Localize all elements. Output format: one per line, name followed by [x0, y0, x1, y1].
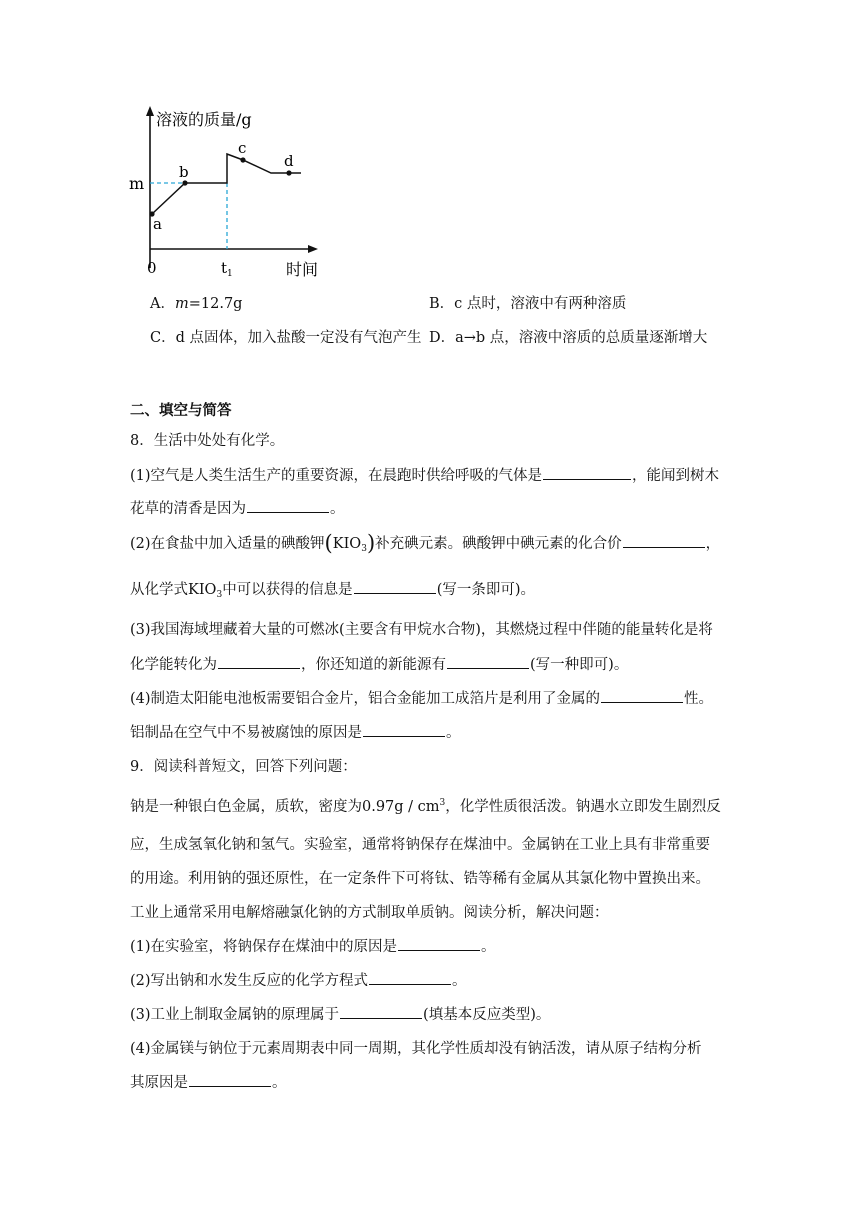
q8-p4-end: 。 [446, 725, 461, 742]
q9-stem: 9．阅读科普短文，回答下列问题： [130, 759, 357, 775]
option-a-prefix: A． [150, 296, 175, 312]
q8-p1-text3: 花草的清香是因为 [130, 501, 246, 518]
q8-p1-text2: ，能闻到树木 [632, 468, 720, 485]
q8-p2-text4: 中可以获得的信息是 [222, 582, 353, 599]
mass-time-chart [120, 100, 340, 285]
formula-subscript: 3 [361, 544, 367, 554]
option-d: D．a→b 点，溶液中溶质的总质量逐渐增大 [429, 330, 708, 346]
q8-p2-text: (2)在食盐中加入适量的碘酸钾 [130, 536, 325, 552]
answer-blank[interactable] [543, 464, 631, 480]
q9-q2-text: (2)写出钠和水发生反应的化学方程式 [130, 973, 369, 990]
q9-q1-text: (1)在实验室，将钠保存在煤油中的原因是 [130, 939, 398, 956]
y-axis-label: 溶液的质量/g [156, 110, 252, 129]
answer-blank[interactable] [340, 1003, 422, 1019]
q8-p3-text: 化学能转化为 [130, 657, 217, 674]
q9-part2 [130, 969, 467, 990]
q9-q3-text: (3)工业上制取金属钠的原理属于 [130, 1007, 340, 1024]
answer-blank[interactable] [363, 721, 445, 737]
option-a-var: m [174, 296, 189, 312]
q9-passage-text2: ，化学性质很活泼。钠遇水立即发生剧烈反 [445, 799, 721, 815]
q8-part4-line2 [130, 721, 461, 742]
answer-blank[interactable] [369, 969, 451, 985]
answer-blank[interactable] [218, 653, 300, 669]
q8-p4-text3: 铝制品在空气中不易被腐蚀的原因是 [130, 725, 362, 742]
q9-passage-line4: 工业上通常采用电解熔融氯化钠的方式制取单质钠。阅读分析，解决问题： [130, 905, 609, 921]
q8-p2-text5: (写一条即可)。 [436, 582, 536, 599]
q8-p4-text2: 性。 [684, 691, 714, 708]
q9-q3-text2: (填基本反应类型)。 [423, 1007, 551, 1024]
q9-part4-line2 [130, 1071, 287, 1092]
q8-part1-line2 [130, 497, 345, 518]
q9-part4-line1: (4)金属镁与钠位于元素周期表中同一周期，其化学性质却没有钠活泼，请从原子结构分析 [130, 1041, 702, 1057]
q8-p2-text2: 补充碘元素。碘酸钾中碘元素的化合价 [375, 536, 622, 552]
formula-subscript: 3 [216, 590, 223, 601]
x-axis-arrow [308, 245, 318, 253]
m-label: m [129, 174, 145, 193]
section-title: 二、填空与简答 [130, 402, 232, 419]
point-c [240, 157, 245, 162]
t1-label: $t_1$ [221, 259, 233, 279]
q8-part2-line2 [130, 578, 535, 600]
answer-blank[interactable] [354, 578, 436, 594]
q9-passage-line2: 应，生成氢氧化钠和氢气。实验室，通常将钠保存在煤油中。金属钠在工业上具有非常重要 [130, 837, 710, 853]
x-axis-label: 时间 [286, 260, 319, 279]
q8-part1-line1 [130, 464, 719, 485]
q8-p2-comma: ， [705, 536, 721, 552]
formula-kio3: KIO [188, 582, 217, 599]
formula-kio3: KIO [332, 536, 362, 552]
q9-q1-end: 。 [481, 939, 496, 956]
q9-part1 [130, 935, 496, 956]
point-b-label: b [179, 163, 189, 181]
q9-passage-text: 钠是一种银白色金属，质软，密度为 [130, 799, 362, 815]
q8-p1-text: (1)空气是人类生活生产的重要资源，在晨跑时供给呼吸的气体是 [130, 468, 543, 485]
q8-stem: 8．生活中处处有化学。 [130, 433, 285, 449]
q8-p2-text3: 从化学式 [130, 582, 188, 599]
point-c-label: c [238, 139, 247, 157]
q9-q4-end: 。 [272, 1075, 287, 1092]
point-d-label: d [284, 152, 294, 170]
option-b: B．c 点时，溶液中有两种溶质 [429, 296, 627, 312]
q8-p3-text2: ，你还知道的新能源有 [301, 657, 446, 674]
q9-q2-end: 。 [452, 973, 467, 990]
q8-part2-line1: (2)在食盐中加入适量的碘酸钾$(KIO_3)$补充碘元素。碘酸钾中碘元素的化合价 ， [130, 531, 721, 555]
q8-part3-line1: (3)我国海域埋藏着大量的可燃冰(主要含有甲烷水合物)，其燃烧过程中伴随的能量转化是将 [130, 622, 713, 638]
answer-blank[interactable] [447, 653, 529, 669]
q8-part3-line2 [130, 653, 628, 674]
answer-blank[interactable] [623, 532, 705, 548]
q9-part3 [130, 1003, 550, 1024]
answer-blank[interactable] [601, 687, 683, 703]
q9-q4-text: 其原因是 [130, 1075, 188, 1092]
option-a [150, 292, 242, 313]
origin-label: 0 [147, 259, 157, 277]
q8-p3-text3: (写一种即可)。 [530, 657, 629, 674]
option-a-value: =12.7g [188, 296, 243, 312]
q8-p4-text: (4)制造太阳能电池板需要铝合金片，铝合金能加工成箔片是利用了金属的 [130, 691, 601, 708]
option-c: C．d 点固体，加入盐酸一定没有气泡产生 [150, 330, 422, 346]
q9-passage-line3: 的用途。利用钠的强还原性，在一定条件下可将钛、锆等稀有金属从其氯化物中置换出来。 [130, 871, 710, 887]
y-axis-arrow [146, 106, 154, 116]
q8-p1-end: 。 [330, 501, 345, 518]
point-b [182, 180, 187, 185]
answer-blank[interactable] [189, 1071, 271, 1087]
answer-blank[interactable] [398, 935, 480, 951]
point-a-label: a [153, 215, 162, 233]
q8-part4-line1 [130, 687, 713, 708]
answer-blank[interactable] [247, 497, 329, 513]
q9-passage-line1 [130, 795, 721, 816]
density-value: 0.97g / cm [362, 799, 440, 815]
density-superscript: 3 [439, 798, 446, 808]
point-d [286, 170, 291, 175]
